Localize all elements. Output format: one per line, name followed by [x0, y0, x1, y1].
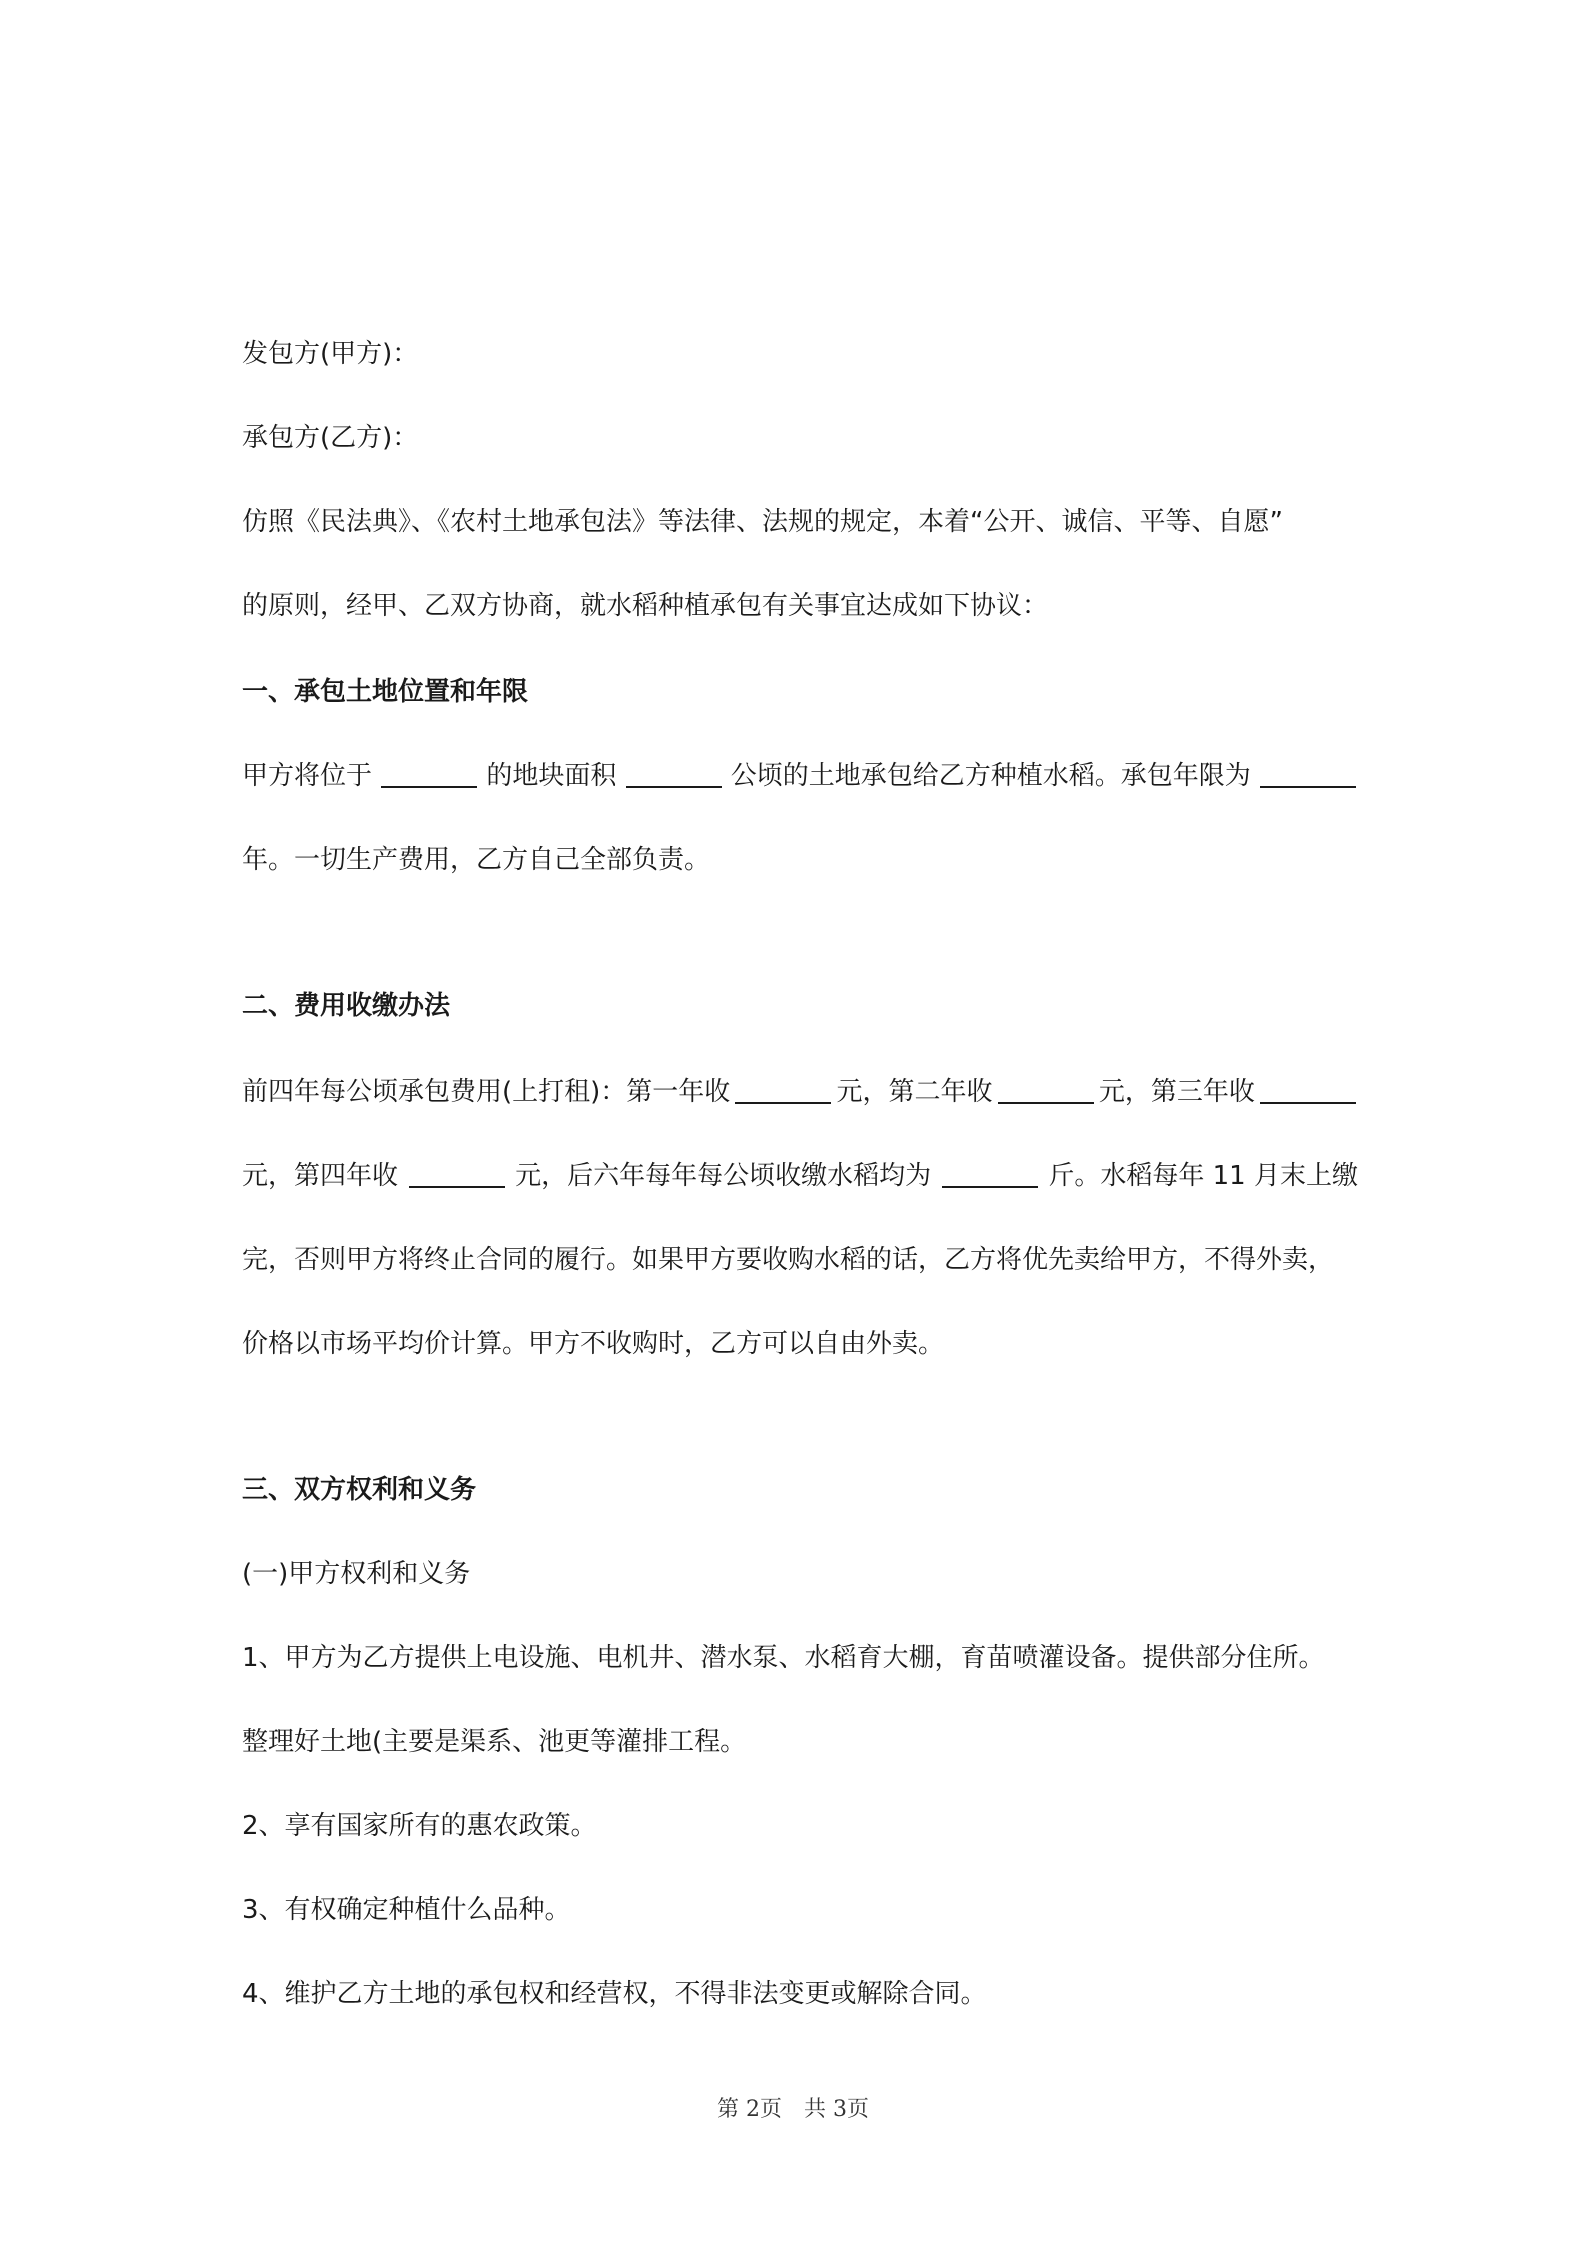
preamble-line-2: 的原则，经甲、乙双方协商，就水稻种植承包有关事宜达成如下协议： [242, 591, 1049, 621]
year1-fee-blank [735, 1072, 831, 1104]
section-1-paragraph-line-1 [242, 756, 1358, 796]
rice-quantity-blank [942, 1156, 1038, 1188]
section-1-paragraph-line-2: 年。一切生产费用，乙方自己全部负责。 [242, 845, 711, 875]
party-a-label: 发包方(甲方)： [242, 339, 419, 369]
location-blank [381, 756, 477, 788]
s2-l1-text-b: 元，第二年收 [836, 1077, 993, 1107]
section-3-item-4: 4、维护乙方土地的承包权和经营权，不得非法变更或解除合同。 [242, 1979, 987, 2009]
year3-fee-blank [1260, 1072, 1356, 1104]
section-3-item-3: 3、有权确定种植什么品种。 [242, 1895, 571, 1925]
section-3-item-2: 2、享有国家所有的惠农政策。 [242, 1811, 597, 1841]
section-3-subheading: (一)甲方权利和义务 [242, 1559, 471, 1589]
s2-l2-text-b: 元，后六年每年每公顷收缴水稻均为 [515, 1161, 932, 1191]
area-blank [626, 756, 722, 788]
section-2-line-1 [242, 1072, 1358, 1112]
section-3-item-1: 1、甲方为乙方提供上电设施、电机井、潜水泵、水稻育大棚，育苗喷灌设备。提供部分住所。 [242, 1643, 1325, 1673]
s1-text-a: 甲方将位于 [242, 761, 373, 791]
party-b-label: 承包方(乙方)： [242, 423, 419, 453]
year2-fee-blank [998, 1072, 1094, 1104]
section-1-heading: 一、承包土地位置和年限 [242, 677, 529, 707]
s2-l2-text-c: 斤。水稻每年 11 月末上缴 [1048, 1161, 1358, 1191]
s2-l1-text-a: 前四年每公顷承包费用(上打租)：第一年收 [242, 1077, 731, 1107]
term-blank [1260, 756, 1356, 788]
section-3-heading: 三、双方权利和义务 [242, 1475, 477, 1505]
s1-text-b: 的地块面积 [486, 761, 617, 791]
section-2-line-2 [242, 1156, 1358, 1196]
section-2-line-4: 价格以市场平均价计算。甲方不收购时，乙方可以自由外卖。 [242, 1329, 945, 1359]
preamble-line-1: 仿照《民法典》、《农村土地承包法》等法律、法规的规定，本着“公开、诚信、平等、自愿” [242, 507, 1283, 537]
s2-l1-text-c: 元，第三年收 [1098, 1077, 1255, 1107]
section-3-item-1-continued: 整理好土地(主要是渠系、池更等灌排工程。 [242, 1727, 747, 1757]
s1-text-c: 公顷的土地承包给乙方种植水稻。承包年限为 [730, 761, 1251, 791]
section-2-line-3: 完，否则甲方将终止合同的履行。如果甲方要收购水稻的话，乙方将优先卖给甲方，不得外卖， [242, 1245, 1335, 1275]
year4-fee-blank [409, 1156, 505, 1188]
page-number-footer: 第 2页 共 3页 [717, 2097, 869, 2122]
s2-l2-text-a: 元，第四年收 [242, 1161, 399, 1191]
section-2-heading: 二、费用收缴办法 [242, 991, 451, 1021]
